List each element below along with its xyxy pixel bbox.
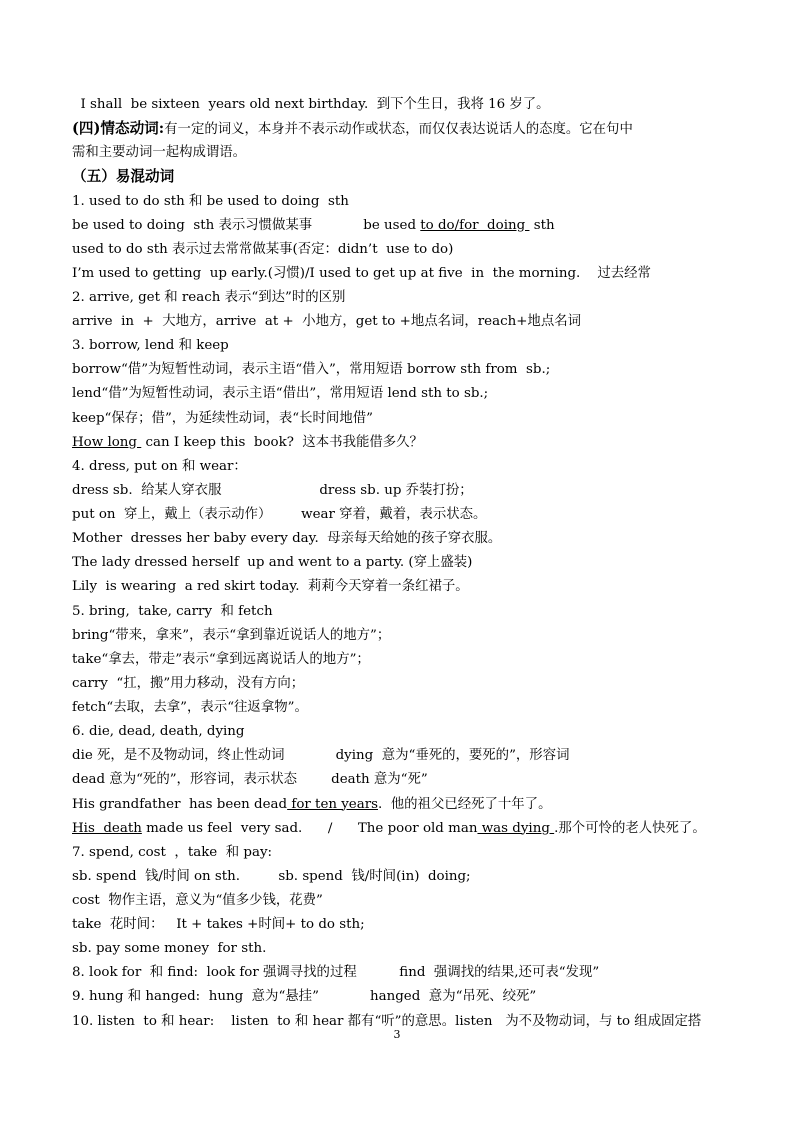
text-run: cost 物作主语，意义为“值多少钱，花费”	[72, 893, 323, 908]
text-run: made us feel very sad. / The poor old man	[141, 820, 478, 836]
text-run: fetch“去取，去拿”，表示“往返拿物”。	[72, 700, 308, 715]
text-line	[72, 240, 453, 260]
text-line	[72, 939, 266, 959]
text-line	[72, 433, 423, 453]
text-run: 7. spend, cost ，take 和 pay:	[72, 844, 273, 860]
text-line	[72, 987, 536, 1007]
text-run: I’m used to getting up early.(习惯)/I used to get up at five in the morning. 过去经常	[72, 265, 651, 281]
text-line	[72, 384, 488, 404]
text-run: 4. dress, put on 和 wear：	[72, 458, 247, 474]
text-run: Mother dresses her baby every day. 母亲每天给她的孩子穿衣服。	[72, 531, 502, 547]
text-run: Lily is wearing a red skirt today. 莉莉今天穿着一条红裙子。	[72, 579, 469, 595]
text-line	[72, 216, 555, 236]
text-run: was dying	[477, 820, 555, 836]
text-line	[72, 95, 550, 115]
text-line	[72, 819, 706, 839]
text-run: 5. bring, take, carry 和 fetch	[72, 603, 273, 619]
text-run: His death	[72, 820, 142, 836]
text-run: sb. pay some money for sth.	[72, 941, 267, 957]
text-run: dead 意为“死的”，形容词，表示状态 death 意为“死”	[72, 772, 428, 788]
text-run: 需和主要动词一起构成谓语。	[72, 145, 247, 161]
text-line	[72, 577, 469, 597]
text-run: .那个可怜的老人快死了。	[554, 820, 706, 836]
text-run: arrive in + 大地方，arrive at + 小地方，get to +地点名词，reach+地点名词	[72, 314, 581, 330]
text-line	[72, 698, 308, 718]
text-line	[72, 360, 550, 380]
text-run: 8. look for 和 find: look for 强调寻找的过程 find 强调找的结果,还可表“发现”	[72, 965, 600, 981]
text-run: keep“保存；借”，为延续性动词，表“长时间地借”	[72, 410, 373, 426]
text-run: sb. spend 钱/时间 on sth. sb. spend 钱/时间(in) doing;	[72, 868, 471, 884]
text-line	[72, 867, 471, 887]
text-run: 1. used to do sth 和 be used to doing sth	[72, 193, 349, 209]
text-line	[72, 770, 428, 790]
text-line	[72, 119, 633, 139]
text-run: How long	[72, 434, 142, 450]
text-run: be used to doing sth 表示习惯做某事 be used	[72, 217, 421, 233]
text-run: carry “扛，搬”用力移动，没有方向；	[72, 675, 305, 691]
text-line	[72, 167, 174, 187]
text-line	[72, 264, 651, 284]
text-run: 3. borrow, lend 和 keep	[72, 338, 229, 354]
text-run: I shall be sixteen years old next birthday. 到下个生日，我将 16 岁了。	[72, 97, 550, 112]
text-run: 9. hung 和 hanged: hung 意为“悬挂” hanged 意为“吊死、绞死”	[72, 989, 537, 1005]
text-run: die 死，是不及物动词，终止性动词 dying 意为“垂死的，要死的”，形容词	[72, 748, 570, 764]
text-line	[72, 192, 349, 212]
text-run: put on 穿上，戴上（表示动作） wear 穿着，戴着，表示状态。	[72, 507, 487, 522]
text-line	[72, 746, 569, 766]
text-run: 6. die, dead, death, dying	[72, 724, 245, 740]
text-run: to do/for doing	[420, 217, 530, 233]
text-run: The lady dressed herself up and went to a party. (穿上盛装)	[72, 555, 473, 571]
text-run: used to do sth 表示过去常常做某事(否定：didn’t use to do)	[72, 241, 454, 257]
text-line	[72, 602, 273, 622]
text-line	[72, 336, 229, 356]
text-run: His grandfather has been dead	[72, 796, 288, 812]
text-run: （五）易混动词	[72, 168, 175, 186]
text-line	[72, 843, 272, 863]
text-run: sth	[529, 217, 555, 233]
text-line	[72, 505, 486, 525]
text-run: take“拿去，带走”表示“拿到远离说话人的地方”；	[72, 651, 370, 667]
text-line	[72, 795, 551, 815]
text-line	[72, 481, 473, 501]
text-run: 2. arrive, get 和 reach 表示“到达”时的区别	[72, 290, 346, 305]
text-line	[72, 722, 245, 742]
text-run: borrow“借”为短暂性动词，表示主语“借入”，常用短语 borrow sth from sb.;	[72, 362, 551, 378]
text-line	[72, 626, 390, 646]
text-line	[72, 529, 501, 549]
text-run: bring“带来，拿来”，表示“拿到靠近说话人的地方”；	[72, 627, 391, 643]
text-line	[72, 674, 304, 694]
page-number: 3	[393, 1028, 401, 1041]
text-line	[72, 288, 345, 308]
text-run: take 花时间： It + takes +时间+ to do sth;	[72, 917, 365, 933]
text-line	[72, 963, 599, 983]
text-run: dress sb. 给某人穿衣服 dress sb. up 乔装打扮；	[72, 482, 473, 498]
text-line	[72, 553, 472, 573]
text-line	[72, 143, 246, 163]
text-line	[72, 891, 323, 911]
text-line	[72, 650, 370, 670]
text-line	[72, 312, 581, 332]
text-run: 有一定的词义，本身并不表示动作或状态，而仅仅表达说话人的态度。它在句中	[164, 122, 633, 138]
text-line	[72, 915, 365, 935]
text-run: (四)情态动词:	[72, 120, 165, 138]
text-line	[72, 457, 247, 477]
text-run: lend“借”为短暂性动词，表示主语“借出”，常用短语 lend sth to sb.;	[72, 386, 489, 402]
text-run: . 他的祖父已经死了十年了。	[378, 796, 552, 812]
text-run: 10. listen to 和 hear: listen to 和 hear 都有“听”的意思。listen 为不及物动词，与 to 组成固定搭	[72, 1013, 702, 1029]
text-line	[72, 409, 373, 429]
text-run: for ten years	[287, 796, 378, 812]
text-run: can I keep this book? 这本书我能借多久？	[141, 434, 423, 450]
